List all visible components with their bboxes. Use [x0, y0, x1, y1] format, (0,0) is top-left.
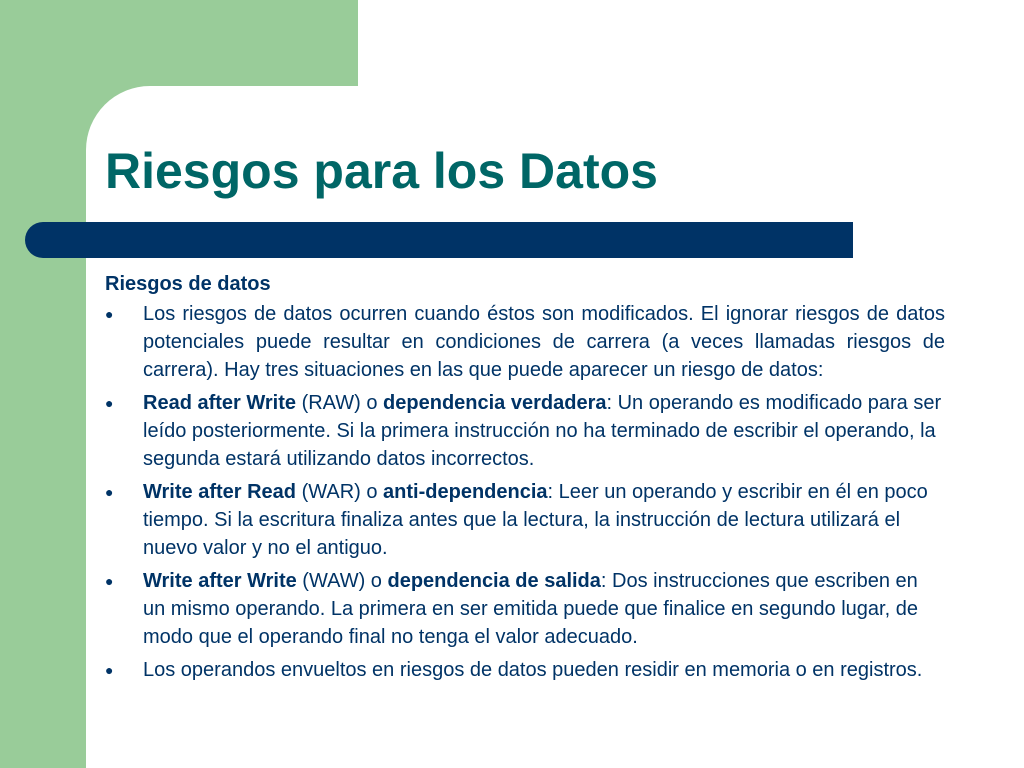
bullet-item-operands [105, 656, 945, 684]
bullet-text: : Dos instrucciones que escriben en un mismo operando. La primera en ser emitida puede que finalice en segundo lugar, de modo que el operando final no tenga el valor adecuado. [143, 570, 918, 648]
bullet-abbr: (WAR) o [296, 481, 384, 503]
bullet-abbr: (WAW) o [296, 570, 388, 592]
bullet-icon: ● [105, 395, 114, 411]
bullet-text: Los operandos envueltos en riesgos de datos pueden residir en memoria o en registros. [143, 659, 923, 681]
bullet-text: : Leer un operando y escribir en él en poco tiempo. Si la escritura finaliza antes que la lectura, la instrucción de lectura utilizará el nuevo valor y no el antiguo. [143, 481, 928, 559]
bullet-term: Read after Write [143, 392, 297, 414]
bullet-abbr: (RAW) o [296, 392, 384, 414]
bullet-text: Los riesgos de datos ocurren cuando éstos son modificados. El ignorar riesgos de datos potenciales puede resultar en condiciones de carrera (a veces llamadas riesgos de carrera). Hay tres situaciones en las que puede aparecer un riesgo de datos: [143, 303, 945, 381]
bullet-item-intro [105, 300, 945, 384]
bullet-alias: anti-dependencia [383, 481, 548, 503]
section-subheading: Riesgos de datos [105, 273, 271, 295]
bullet-text: : Un operando es modificado para ser leído posteriormente. Si la primera instrucción no ha terminado de escribir el operando, la segunda estará utilizando datos incorrectos. [143, 392, 942, 470]
bullet-icon: ● [105, 573, 114, 589]
bullet-item-raw [105, 389, 945, 473]
bullet-term: Write after Write [143, 570, 297, 592]
bullet-icon: ● [105, 662, 114, 678]
bullet-item-waw [105, 567, 945, 651]
slide-title: Riesgos para los Datos [105, 143, 658, 199]
bullet-alias: dependencia de salida [387, 570, 601, 592]
slide-body [105, 270, 945, 689]
bullet-alias: dependencia verdadera [383, 392, 607, 414]
bullet-icon: ● [105, 484, 114, 500]
bullet-term: Write after Read [143, 481, 297, 503]
bullet-item-war [105, 478, 945, 562]
title-underline-bar [25, 222, 853, 258]
bullet-icon: ● [105, 306, 114, 322]
bullet-list [105, 300, 945, 684]
